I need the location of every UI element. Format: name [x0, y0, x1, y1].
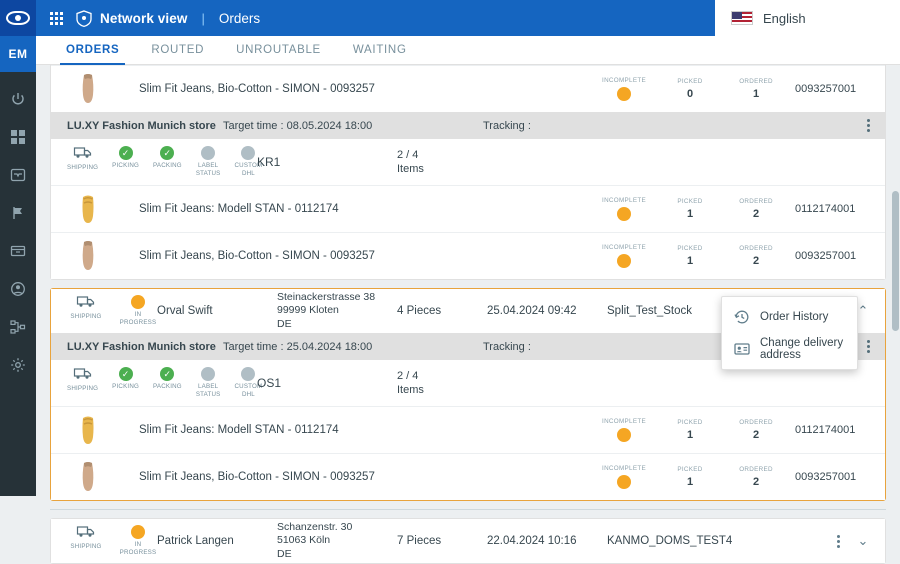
ordered-label: ORDERED [739, 419, 773, 426]
app-grid-button[interactable] [36, 0, 76, 36]
shipping-icon [67, 525, 105, 551]
item-sku: 0093257001 [795, 250, 857, 262]
packing-icon: ✓ PACKING [153, 148, 182, 170]
order-item-row[interactable] [51, 65, 885, 112]
address-line-1: Steinackerstrasse 38 [277, 290, 376, 303]
picking-label: PICKING [112, 383, 140, 391]
history-icon [734, 309, 750, 325]
shipping-label: SHIPPING [67, 164, 99, 171]
order-item-row[interactable] [51, 406, 885, 453]
status-dot-icon [617, 87, 631, 101]
item-name: Slim Fit Jeans: Modell STAN - 0112174 [139, 424, 339, 436]
eye-logo-icon [6, 11, 30, 25]
picked-status [657, 198, 723, 220]
tab-bar [36, 36, 900, 65]
order-state-icons [61, 295, 157, 327]
status-dot-icon [617, 428, 631, 442]
items-count-value: 2 / 4 [397, 369, 419, 382]
packing-label: PACKING [153, 162, 182, 170]
settings-icon[interactable] [0, 346, 36, 384]
orders-list [36, 65, 900, 560]
left-rail [0, 36, 36, 496]
item-name: Slim Fit Jeans, Bio-Cotton - SIMON - 0093257 [139, 250, 375, 262]
ordered-status [723, 198, 789, 220]
inbox-icon[interactable] [0, 156, 36, 194]
incomplete-status [591, 244, 657, 268]
picked-status [657, 245, 723, 267]
incomplete-status [591, 77, 657, 101]
menu-item-label: Order History [760, 311, 829, 323]
tab-orders[interactable]: ORDERS [50, 36, 135, 65]
customer-name: Patrick Langen [157, 535, 234, 547]
top-bar [0, 0, 900, 36]
power-icon[interactable] [0, 80, 36, 118]
ordered-value: 1 [752, 88, 760, 100]
incomplete-label: INCOMPLETE [602, 77, 646, 84]
ordered-label: ORDERED [739, 78, 773, 85]
address-card-icon [734, 341, 750, 357]
in-progress-label: IN PROGRESS [119, 311, 157, 326]
store-bar [51, 112, 885, 139]
address-line-3: DE [277, 317, 292, 330]
picked-label: PICKED [677, 419, 703, 426]
status-dot-icon [617, 207, 631, 221]
label-status-icon [196, 146, 221, 178]
chevron-down-icon[interactable]: ⌄ [857, 533, 869, 548]
pieces-count: 4 Pieces [397, 305, 442, 317]
order-date: 25.04.2024 09:42 [487, 305, 577, 317]
shipping-label: SHIPPING [67, 385, 99, 392]
picking-icon: ✓ PICKING [112, 148, 140, 170]
app-title: Network view [100, 10, 188, 26]
breadcrumb[interactable]: Orders [218, 10, 261, 26]
grid-icon [50, 12, 63, 25]
picked-value: 1 [686, 429, 694, 441]
in-progress-label: IN PROGRESS [119, 541, 157, 556]
item-name: Slim Fit Jeans: Modell STAN - 0112174 [139, 203, 339, 215]
item-sku: 0093257001 [795, 83, 857, 95]
item-sku: 0093257001 [795, 471, 857, 483]
flag-icon[interactable] [0, 194, 36, 232]
shoe-icon [61, 460, 115, 494]
status-icons [61, 146, 263, 178]
picking-label: PICKING [112, 162, 140, 170]
shipping-label: SHIPPING [70, 543, 102, 550]
customer-address [277, 521, 397, 562]
picked-status [657, 466, 723, 488]
ordered-status [723, 419, 789, 441]
incomplete-status [591, 197, 657, 221]
picked-label: PICKED [677, 466, 703, 473]
sandal-icon [61, 192, 115, 226]
picked-status [657, 419, 723, 441]
label-status-label: LABEL STATUS [195, 162, 221, 177]
item-name: Slim Fit Jeans, Bio-Cotton - SIMON - 0093257 [139, 471, 375, 483]
shipping-icon [67, 295, 105, 321]
title-separator: | [201, 10, 205, 26]
menu-item-order-history[interactable] [722, 301, 857, 333]
order-item-row[interactable] [51, 185, 885, 232]
packing-icon: ✓ PACKING [153, 369, 182, 391]
tracking-label: Tracking : [483, 119, 531, 132]
chevron-up-icon[interactable]: ⌃ [857, 303, 869, 318]
scrollbar-thumb[interactable] [892, 191, 899, 331]
items-count [397, 369, 424, 398]
in-progress-icon [119, 525, 157, 557]
order-summary-row[interactable] [51, 519, 885, 563]
ordered-value: 2 [752, 429, 760, 441]
picked-value: 1 [686, 208, 694, 220]
picked-label: PICKED [677, 198, 703, 205]
address-line-3: DE [277, 547, 292, 560]
items-count-value: 2 / 4 [397, 148, 419, 161]
incomplete-label: INCOMPLETE [602, 465, 646, 472]
order-card [50, 518, 886, 564]
status-dot-icon [617, 475, 631, 489]
address-line-2: 51063 Köln [277, 534, 331, 547]
ordered-status [723, 245, 789, 267]
order-state-icons [61, 525, 157, 557]
label-status-label: LABEL STATUS [195, 383, 221, 398]
order-date: 22.04.2024 10:16 [487, 535, 577, 547]
logo-button[interactable] [0, 0, 36, 36]
items-count-label: Items [397, 384, 424, 396]
language-label: English [763, 10, 806, 26]
item-sku: 0112174001 [795, 203, 856, 215]
shield-icon [76, 10, 92, 27]
account-icon[interactable] [0, 270, 36, 308]
incomplete-status [591, 465, 657, 489]
sandal-icon [61, 413, 115, 447]
item-sku: 0112174001 [795, 424, 856, 436]
customer-name: Orval Swift [157, 305, 213, 317]
incomplete-label: INCOMPLETE [602, 418, 646, 425]
ordered-value: 2 [752, 208, 760, 220]
order-stock: KANMO_DOMS_TEST4 [607, 535, 733, 547]
shoe-icon [61, 72, 115, 106]
incomplete-label: INCOMPLETE [602, 244, 646, 251]
incomplete-status [591, 418, 657, 442]
ordered-value: 2 [752, 255, 760, 267]
target-time: Target time : 08.05.2024 18:00 [223, 119, 373, 132]
fulfillment-code: OS1 [257, 376, 282, 390]
tab-waiting[interactable]: WAITING [352, 44, 407, 56]
order-context-menu [721, 296, 858, 370]
picking-icon: ✓ PICKING [112, 369, 140, 391]
item-name: Slim Fit Jeans, Bio-Cotton - SIMON - 0093257 [139, 83, 375, 95]
picked-status [657, 78, 723, 100]
order-row-actions [831, 533, 875, 549]
items-count [397, 148, 424, 177]
order-item-row[interactable] [51, 232, 885, 279]
custom-dhl-label: CUSTOM DHL [234, 162, 263, 177]
customer-address [277, 291, 397, 332]
pieces-count: 7 Pieces [397, 535, 442, 547]
fulfillment-status-row [51, 139, 885, 185]
ordered-label: ORDERED [739, 198, 773, 205]
picked-value: 0 [686, 88, 694, 100]
ordered-label: ORDERED [739, 245, 773, 252]
target-time: Target time : 25.04.2024 18:00 [223, 340, 373, 353]
network-icon[interactable] [0, 308, 36, 346]
title-area [76, 10, 260, 27]
label-status-icon [196, 367, 221, 399]
shipping-label: SHIPPING [70, 313, 102, 320]
ordered-label: ORDERED [739, 466, 773, 473]
order-menu-button[interactable] [831, 535, 845, 548]
menu-item-label: Change delivery address [760, 337, 844, 361]
order-card [50, 65, 886, 280]
dashboard-icon[interactable] [0, 118, 36, 156]
order-item-row[interactable] [51, 453, 885, 500]
items-count-label: Items [397, 163, 424, 175]
store-name: LU.XY Fashion Munich store [67, 119, 216, 132]
ordered-status [723, 78, 789, 100]
in-progress-icon [119, 295, 157, 327]
address-line-1: Schanzenstr. 30 [277, 520, 353, 533]
tracking-label: Tracking : [483, 340, 531, 353]
status-icons [61, 367, 263, 399]
packing-label: PACKING [153, 383, 182, 391]
avatar[interactable]: EM [0, 36, 36, 72]
store-menu-button[interactable] [861, 119, 875, 132]
picked-label: PICKED [677, 78, 703, 85]
address-line-2: 99999 Kloten [277, 304, 339, 317]
ordered-status [723, 466, 789, 488]
store-menu-button[interactable] [861, 340, 875, 353]
ordered-value: 2 [752, 476, 760, 488]
picked-label: PICKED [677, 245, 703, 252]
menu-item-change-delivery-address[interactable] [722, 333, 857, 365]
picked-value: 1 [686, 255, 694, 267]
custom-dhl-label: CUSTOM DHL [234, 383, 263, 398]
shipping-icon [67, 367, 98, 393]
archive-icon[interactable] [0, 232, 36, 270]
incomplete-label: INCOMPLETE [602, 197, 646, 204]
fulfillment-code: KR1 [257, 155, 281, 169]
store-name: LU.XY Fashion Munich store [67, 340, 216, 353]
list-divider [50, 509, 886, 510]
vertical-scrollbar[interactable] [892, 131, 899, 511]
tab-routed[interactable]: ROUTED [151, 44, 205, 56]
us-flag-icon [731, 11, 753, 25]
picked-value: 1 [686, 476, 694, 488]
language-selector[interactable] [715, 0, 900, 36]
shipping-icon [67, 146, 98, 172]
status-dot-icon [617, 254, 631, 268]
shoe-icon [61, 239, 115, 273]
order-stock: Split_Test_Stock [607, 305, 693, 317]
tab-unroutable[interactable]: UNROUTABLE [236, 44, 321, 56]
